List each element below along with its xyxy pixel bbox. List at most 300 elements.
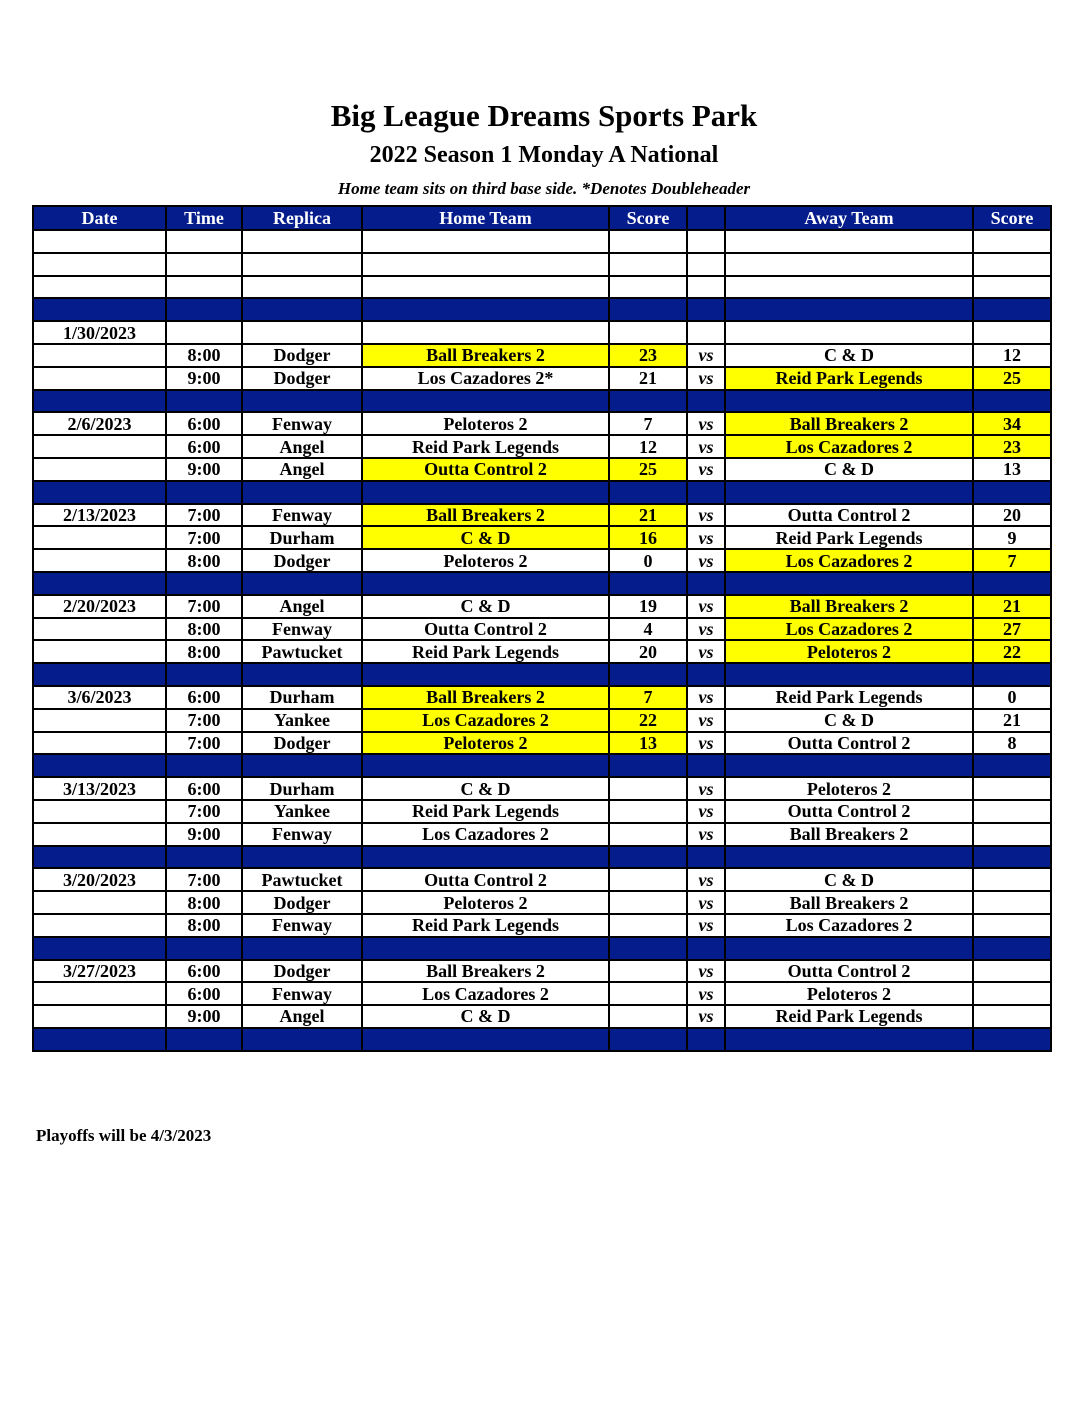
date-cell <box>33 344 166 367</box>
game-row <box>33 982 1051 1005</box>
time-cell <box>166 253 242 276</box>
time-cell: 9:00 <box>166 367 242 390</box>
time-cell: 7:00 <box>166 868 242 891</box>
home-score-cell: 19 <box>609 595 687 618</box>
home-score-cell <box>609 982 687 1005</box>
home-score-cell <box>609 230 687 253</box>
vs-cell <box>687 321 725 344</box>
away-score-cell <box>973 960 1051 983</box>
home-team-cell <box>362 230 609 253</box>
away-team-cell: Los Cazadores 2 <box>725 618 973 641</box>
away-team-cell: Reid Park Legends <box>725 367 973 390</box>
away-team-cell: C & D <box>725 868 973 891</box>
game-row <box>33 732 1051 755</box>
date-cell <box>33 549 166 572</box>
week-divider-row <box>33 572 1051 595</box>
divider-cell <box>166 663 242 686</box>
home-team-cell: Ball Breakers 2 <box>362 960 609 983</box>
home-team-cell: Reid Park Legends <box>362 914 609 937</box>
table-header-row <box>33 206 1051 230</box>
divider-cell <box>33 298 166 321</box>
replica-cell: Fenway <box>242 982 362 1005</box>
home-score-cell: 0 <box>609 549 687 572</box>
date-cell <box>33 618 166 641</box>
home-score-cell <box>609 253 687 276</box>
date-cell <box>33 1005 166 1028</box>
game-row <box>33 1005 1051 1028</box>
divider-cell <box>973 390 1051 413</box>
divider-cell <box>242 298 362 321</box>
divider-cell <box>609 572 687 595</box>
divider-cell <box>362 663 609 686</box>
schedule-body <box>33 230 1051 1051</box>
replica-cell <box>242 253 362 276</box>
divider-cell <box>973 754 1051 777</box>
game-row <box>33 640 1051 663</box>
away-team-cell: Outta Control 2 <box>725 732 973 755</box>
away-score-cell: 0 <box>973 686 1051 709</box>
away-score-cell <box>973 230 1051 253</box>
time-cell: 9:00 <box>166 823 242 846</box>
away-team-cell: Los Cazadores 2 <box>725 914 973 937</box>
replica-cell: Pawtucket <box>242 868 362 891</box>
divider-cell <box>166 1028 242 1051</box>
replica-cell: Pawtucket <box>242 640 362 663</box>
divider-cell <box>166 937 242 960</box>
divider-cell <box>687 390 725 413</box>
week-divider-row <box>33 298 1051 321</box>
home-team-cell: Ball Breakers 2 <box>362 504 609 527</box>
divider-cell <box>725 663 973 686</box>
game-row <box>33 868 1051 891</box>
time-cell <box>166 230 242 253</box>
game-row <box>33 891 1051 914</box>
divider-cell <box>362 298 609 321</box>
home-team-cell: Reid Park Legends <box>362 800 609 823</box>
replica-cell: Fenway <box>242 823 362 846</box>
home-team-cell: C & D <box>362 777 609 800</box>
replica-cell: Angel <box>242 435 362 458</box>
away-score-cell: 13 <box>973 458 1051 481</box>
home-score-cell <box>609 321 687 344</box>
home-score-cell: 25 <box>609 458 687 481</box>
divider-cell <box>33 481 166 504</box>
away-score-cell <box>973 276 1051 299</box>
home-score-cell: 4 <box>609 618 687 641</box>
divider-cell <box>242 572 362 595</box>
vs-cell: vs <box>687 504 725 527</box>
replica-cell: Fenway <box>242 914 362 937</box>
away-score-cell <box>973 777 1051 800</box>
away-score-cell <box>973 868 1051 891</box>
away-team-cell: Reid Park Legends <box>725 526 973 549</box>
blank-row <box>33 230 1051 253</box>
divider-cell <box>609 937 687 960</box>
home-score-cell <box>609 891 687 914</box>
divider-cell <box>973 663 1051 686</box>
date-cell <box>33 253 166 276</box>
replica-cell: Fenway <box>242 412 362 435</box>
time-cell: 6:00 <box>166 982 242 1005</box>
home-team-cell: Ball Breakers 2 <box>362 686 609 709</box>
divider-cell <box>973 298 1051 321</box>
divider-cell <box>242 481 362 504</box>
date-cell <box>33 276 166 299</box>
column-header-away-score: Score <box>973 206 1051 230</box>
schedule-table <box>32 205 1052 1052</box>
away-team-cell: Ball Breakers 2 <box>725 595 973 618</box>
divider-cell <box>609 846 687 869</box>
vs-cell: vs <box>687 686 725 709</box>
divider-cell <box>33 572 166 595</box>
away-score-cell: 7 <box>973 549 1051 572</box>
divider-cell <box>725 846 973 869</box>
divider-cell <box>973 572 1051 595</box>
date-cell: 2/6/2023 <box>33 412 166 435</box>
game-row <box>33 367 1051 390</box>
page-subtitle: 2022 Season 1 Monday A National <box>369 142 719 168</box>
divider-cell <box>242 937 362 960</box>
time-cell: 8:00 <box>166 891 242 914</box>
time-cell: 8:00 <box>166 640 242 663</box>
home-score-cell <box>609 823 687 846</box>
replica-cell: Dodger <box>242 891 362 914</box>
away-score-cell: 34 <box>973 412 1051 435</box>
vs-cell: vs <box>687 891 725 914</box>
home-team-cell <box>362 321 609 344</box>
blank-row <box>33 253 1051 276</box>
home-team-cell: Outta Control 2 <box>362 618 609 641</box>
divider-cell <box>609 754 687 777</box>
divider-cell <box>33 754 166 777</box>
away-team-cell: Reid Park Legends <box>725 686 973 709</box>
date-cell <box>33 367 166 390</box>
vs-cell: vs <box>687 435 725 458</box>
away-team-cell: Peloteros 2 <box>725 777 973 800</box>
replica-cell: Fenway <box>242 618 362 641</box>
week-divider-row <box>33 754 1051 777</box>
divider-cell <box>33 390 166 413</box>
home-score-cell <box>609 868 687 891</box>
home-score-cell: 23 <box>609 344 687 367</box>
time-cell: 7:00 <box>166 504 242 527</box>
away-team-cell: Los Cazadores 2 <box>725 549 973 572</box>
divider-cell <box>687 1028 725 1051</box>
home-team-cell: Ball Breakers 2 <box>362 344 609 367</box>
home-score-cell: 16 <box>609 526 687 549</box>
away-score-cell: 20 <box>973 504 1051 527</box>
vs-cell: vs <box>687 1005 725 1028</box>
game-row <box>33 526 1051 549</box>
vs-cell: vs <box>687 526 725 549</box>
replica-cell: Angel <box>242 458 362 481</box>
game-row <box>33 458 1051 481</box>
divider-cell <box>687 754 725 777</box>
vs-cell: vs <box>687 618 725 641</box>
away-score-cell <box>973 914 1051 937</box>
replica-cell: Angel <box>242 1005 362 1028</box>
divider-cell <box>687 572 725 595</box>
column-header-vs <box>687 206 725 230</box>
date-cell: 2/13/2023 <box>33 504 166 527</box>
divider-cell <box>609 298 687 321</box>
divider-cell <box>362 481 609 504</box>
game-row <box>33 914 1051 937</box>
date-cell <box>33 435 166 458</box>
home-score-cell <box>609 276 687 299</box>
divider-cell <box>166 846 242 869</box>
week-divider-row <box>33 481 1051 504</box>
divider-cell <box>166 754 242 777</box>
away-score-cell: 27 <box>973 618 1051 641</box>
divider-cell <box>973 1028 1051 1051</box>
vs-cell: vs <box>687 412 725 435</box>
week-divider-row <box>33 937 1051 960</box>
date-cell <box>33 891 166 914</box>
away-score-cell <box>973 891 1051 914</box>
away-team-cell: Ball Breakers 2 <box>725 891 973 914</box>
away-team-cell: Outta Control 2 <box>725 800 973 823</box>
week-divider-row <box>33 663 1051 686</box>
vs-cell: vs <box>687 777 725 800</box>
game-row <box>33 595 1051 618</box>
home-team-cell: Los Cazadores 2* <box>362 367 609 390</box>
date-cell <box>33 526 166 549</box>
game-row <box>33 777 1051 800</box>
replica-cell: Durham <box>242 686 362 709</box>
away-team-cell: Ball Breakers 2 <box>725 823 973 846</box>
time-cell: 9:00 <box>166 1005 242 1028</box>
away-score-cell: 25 <box>973 367 1051 390</box>
divider-cell <box>725 390 973 413</box>
vs-cell: vs <box>687 709 725 732</box>
blank-row <box>33 276 1051 299</box>
divider-cell <box>609 390 687 413</box>
divider-cell <box>725 572 973 595</box>
vs-cell: vs <box>687 823 725 846</box>
divider-cell <box>33 937 166 960</box>
home-score-cell <box>609 777 687 800</box>
home-team-cell: C & D <box>362 1005 609 1028</box>
divider-cell <box>33 846 166 869</box>
date-cell <box>33 800 166 823</box>
divider-cell <box>242 663 362 686</box>
column-header-home-team: Home Team <box>362 206 609 230</box>
game-row <box>33 618 1051 641</box>
home-team-cell: Peloteros 2 <box>362 891 609 914</box>
away-score-cell: 9 <box>973 526 1051 549</box>
time-cell: 6:00 <box>166 435 242 458</box>
home-score-cell: 21 <box>609 367 687 390</box>
time-cell <box>166 321 242 344</box>
replica-cell: Yankee <box>242 709 362 732</box>
game-row <box>33 504 1051 527</box>
week-divider-row <box>33 846 1051 869</box>
divider-cell <box>725 1028 973 1051</box>
home-score-cell: 7 <box>609 686 687 709</box>
date-cell: 3/27/2023 <box>33 960 166 983</box>
replica-cell <box>242 321 362 344</box>
divider-cell <box>973 481 1051 504</box>
date-cell <box>33 230 166 253</box>
date-cell <box>33 458 166 481</box>
date-cell <box>33 732 166 755</box>
divider-cell <box>725 298 973 321</box>
replica-cell: Durham <box>242 526 362 549</box>
divider-cell <box>362 572 609 595</box>
column-header-time: Time <box>166 206 242 230</box>
away-team-cell: Ball Breakers 2 <box>725 412 973 435</box>
away-team-cell: C & D <box>725 344 973 367</box>
away-team-cell: Outta Control 2 <box>725 504 973 527</box>
divider-cell <box>725 937 973 960</box>
vs-cell: vs <box>687 868 725 891</box>
home-score-cell <box>609 1005 687 1028</box>
divider-cell <box>609 663 687 686</box>
replica-cell: Durham <box>242 777 362 800</box>
home-score-cell <box>609 960 687 983</box>
replica-cell: Dodger <box>242 732 362 755</box>
home-team-cell: Peloteros 2 <box>362 412 609 435</box>
date-cell <box>33 982 166 1005</box>
time-cell: 8:00 <box>166 914 242 937</box>
time-cell: 6:00 <box>166 412 242 435</box>
home-team-cell <box>362 276 609 299</box>
away-score-cell <box>973 982 1051 1005</box>
home-score-cell: 13 <box>609 732 687 755</box>
page-title: Big League Dreams Sports Park <box>330 98 758 133</box>
divider-cell <box>725 481 973 504</box>
divider-cell <box>687 846 725 869</box>
column-header-away-team: Away Team <box>725 206 973 230</box>
home-team-cell: Outta Control 2 <box>362 868 609 891</box>
divider-cell <box>242 846 362 869</box>
time-cell: 8:00 <box>166 549 242 572</box>
date-cell: 3/6/2023 <box>33 686 166 709</box>
date-cell <box>33 709 166 732</box>
away-score-cell: 22 <box>973 640 1051 663</box>
away-team-cell <box>725 253 973 276</box>
away-score-cell <box>973 800 1051 823</box>
week-divider-row <box>33 390 1051 413</box>
divider-cell <box>362 390 609 413</box>
divider-cell <box>166 481 242 504</box>
home-team-cell: Los Cazadores 2 <box>362 709 609 732</box>
home-team-cell: Reid Park Legends <box>362 435 609 458</box>
replica-cell: Dodger <box>242 549 362 572</box>
time-cell: 6:00 <box>166 960 242 983</box>
away-team-cell <box>725 321 973 344</box>
column-header-replica: Replica <box>242 206 362 230</box>
divider-cell <box>33 1028 166 1051</box>
vs-cell: vs <box>687 549 725 572</box>
vs-cell: vs <box>687 914 725 937</box>
away-score-cell <box>973 1005 1051 1028</box>
divider-cell <box>609 481 687 504</box>
away-team-cell: Peloteros 2 <box>725 982 973 1005</box>
replica-cell: Dodger <box>242 367 362 390</box>
time-cell: 8:00 <box>166 618 242 641</box>
header-note: Home team sits on third base side. *Denotes Doubleheader <box>337 179 751 198</box>
home-team-cell: C & D <box>362 526 609 549</box>
divider-cell <box>242 1028 362 1051</box>
divider-cell <box>242 390 362 413</box>
vs-cell <box>687 276 725 299</box>
time-cell: 7:00 <box>166 526 242 549</box>
game-row <box>33 823 1051 846</box>
divider-cell <box>33 663 166 686</box>
week-divider-row <box>33 1028 1051 1051</box>
vs-cell: vs <box>687 640 725 663</box>
away-score-cell <box>973 823 1051 846</box>
away-score-cell: 8 <box>973 732 1051 755</box>
time-cell: 7:00 <box>166 595 242 618</box>
column-header-date: Date <box>33 206 166 230</box>
away-score-cell: 21 <box>973 709 1051 732</box>
date-cell <box>33 914 166 937</box>
away-team-cell: Peloteros 2 <box>725 640 973 663</box>
divider-cell <box>166 572 242 595</box>
away-team-cell <box>725 276 973 299</box>
away-score-cell: 12 <box>973 344 1051 367</box>
home-team-cell: Peloteros 2 <box>362 549 609 572</box>
divider-cell <box>362 754 609 777</box>
home-team-cell: Los Cazadores 2 <box>362 823 609 846</box>
date-cell: 2/20/2023 <box>33 595 166 618</box>
home-team-cell: Peloteros 2 <box>362 732 609 755</box>
time-cell: 7:00 <box>166 709 242 732</box>
divider-cell <box>687 481 725 504</box>
vs-cell <box>687 253 725 276</box>
home-team-cell: C & D <box>362 595 609 618</box>
replica-cell: Angel <box>242 595 362 618</box>
home-team-cell: Outta Control 2 <box>362 458 609 481</box>
date-cell: 3/13/2023 <box>33 777 166 800</box>
date-row <box>33 321 1051 344</box>
game-row <box>33 960 1051 983</box>
date-cell <box>33 823 166 846</box>
time-cell: 7:00 <box>166 800 242 823</box>
divider-cell <box>687 298 725 321</box>
away-team-cell <box>725 230 973 253</box>
away-team-cell: C & D <box>725 458 973 481</box>
vs-cell: vs <box>687 344 725 367</box>
game-row <box>33 435 1051 458</box>
game-row <box>33 686 1051 709</box>
home-score-cell: 20 <box>609 640 687 663</box>
divider-cell <box>609 1028 687 1051</box>
vs-cell: vs <box>687 595 725 618</box>
home-team-cell: Reid Park Legends <box>362 640 609 663</box>
divider-cell <box>362 937 609 960</box>
away-team-cell: Reid Park Legends <box>725 1005 973 1028</box>
vs-cell: vs <box>687 367 725 390</box>
home-score-cell <box>609 914 687 937</box>
game-row <box>33 344 1051 367</box>
away-score-cell <box>973 253 1051 276</box>
away-score-cell: 21 <box>973 595 1051 618</box>
game-row <box>33 412 1051 435</box>
home-score-cell: 12 <box>609 435 687 458</box>
date-cell: 1/30/2023 <box>33 321 166 344</box>
vs-cell: vs <box>687 960 725 983</box>
divider-cell <box>687 937 725 960</box>
time-cell <box>166 276 242 299</box>
home-team-cell <box>362 253 609 276</box>
game-row <box>33 709 1051 732</box>
away-score-cell: 23 <box>973 435 1051 458</box>
divider-cell <box>166 390 242 413</box>
